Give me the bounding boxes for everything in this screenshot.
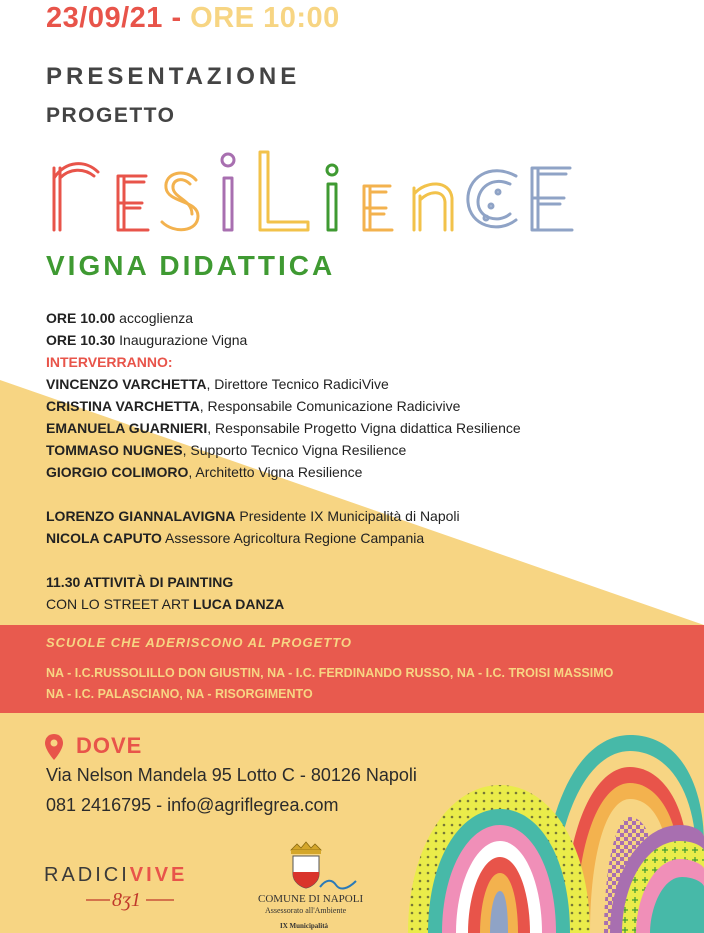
presentazione-heading: PRESENTAZIONE <box>46 63 301 90</box>
official-row <box>46 527 521 549</box>
radicivive-mark <box>86 886 176 912</box>
rainbow-illustration <box>400 725 704 933</box>
speaker-role: , Responsabile Progetto Vigna didattica Resilience <box>207 420 521 436</box>
painting-prefix: CON LO STREET ART <box>46 596 194 612</box>
painting-artist: LUCA DANZA <box>193 596 285 612</box>
event-date: 23/09/21 <box>46 2 163 34</box>
official-row <box>46 505 521 527</box>
event-date-time <box>46 2 340 35</box>
program-list <box>46 307 521 615</box>
speaker-name: GIORGIO COLIMORO <box>46 464 189 480</box>
resilience-title <box>46 148 626 234</box>
municipalita-label: IX Municipalità <box>280 922 329 930</box>
speaker-name: TOMMASO NUGNES <box>46 442 183 458</box>
spacer <box>46 549 521 571</box>
address: Via Nelson Mandela 95 Lotto C - 80126 Napoli <box>46 765 417 785</box>
date-separator: - <box>162 2 191 34</box>
speaker-role: , Direttore Tecnico RadiciVive <box>206 376 389 392</box>
vive-text: VIVE <box>129 864 188 886</box>
official-role: Assessore Agricoltura Regione Campania <box>161 530 425 546</box>
speaker-role: , Responsabile Comunicazione Radicivive <box>199 398 461 414</box>
comune-name: COMUNE DI NAPOLI <box>258 893 364 905</box>
program-time: ORE 10.00 <box>46 310 116 326</box>
speaker-name: CRISTINA VARCHETTA <box>46 398 200 414</box>
speaker-row <box>46 395 521 417</box>
progetto-heading: PROGETTO <box>46 104 176 127</box>
location-pin-icon <box>44 733 64 761</box>
official-role: Presidente IX Municipalità di Napoli <box>235 508 460 524</box>
spacer <box>46 483 521 505</box>
program-text: accoglienza <box>115 310 194 326</box>
radici-text: RADICI <box>44 864 130 886</box>
speaker-role: , Architetto Vigna Resilience <box>188 464 363 480</box>
official-name: LORENZO GIANNALAVIGNA <box>46 508 236 524</box>
comune-wave-icon <box>318 877 358 891</box>
comune-subtitle: Assessorato all'Ambiente <box>265 906 347 915</box>
speaker-row <box>46 373 521 395</box>
radicivive-mark-text: 8ʒ1 <box>112 889 141 911</box>
interverranno-label: INTERVERRANNO: <box>46 354 173 370</box>
speaker-name: VINCENZO VARCHETTA <box>46 376 207 392</box>
program-item <box>46 329 521 351</box>
painting-title-text: 11.30 ATTIVITÀ DI PAINTING <box>46 574 234 590</box>
speaker-row <box>46 439 521 461</box>
event-time: ORE 10:00 <box>190 2 340 34</box>
speaker-role: , Supporto Tecnico Vigna Resilience <box>182 442 407 458</box>
official-name: NICOLA CAPUTO <box>46 530 162 546</box>
program-item <box>46 307 521 329</box>
vigna-didattica-subtitle: VIGNA DIDATTICA <box>46 250 336 281</box>
contact-info: 081 2416795 - info@agriflegrea.com <box>46 795 339 815</box>
schools-line-1: NA - I.C.RUSSOLILLO DON GIUSTIN, NA - I.C. FERDINANDO RUSSO, NA - I.C. TROISI MASSIMO <box>46 666 614 680</box>
program-time: ORE 10.30 <box>46 332 116 348</box>
program-text: Inaugurazione Vigna <box>115 332 248 348</box>
speaker-name: EMANUELA GUARNIERI <box>46 420 208 436</box>
speaker-row <box>46 461 521 483</box>
schools-line-2: NA - I.C. PALASCIANO, NA - RISORGIMENTO <box>46 687 313 701</box>
schools-title: SCUOLE CHE ADERISCONO AL PROGETTO <box>46 635 353 650</box>
painting-title <box>46 571 521 593</box>
dove-label: DOVE <box>76 733 143 758</box>
letter-e-third <box>532 168 572 230</box>
painting-artist-row <box>46 593 521 615</box>
speaker-row <box>46 417 521 439</box>
radicivive-logo <box>44 864 187 887</box>
